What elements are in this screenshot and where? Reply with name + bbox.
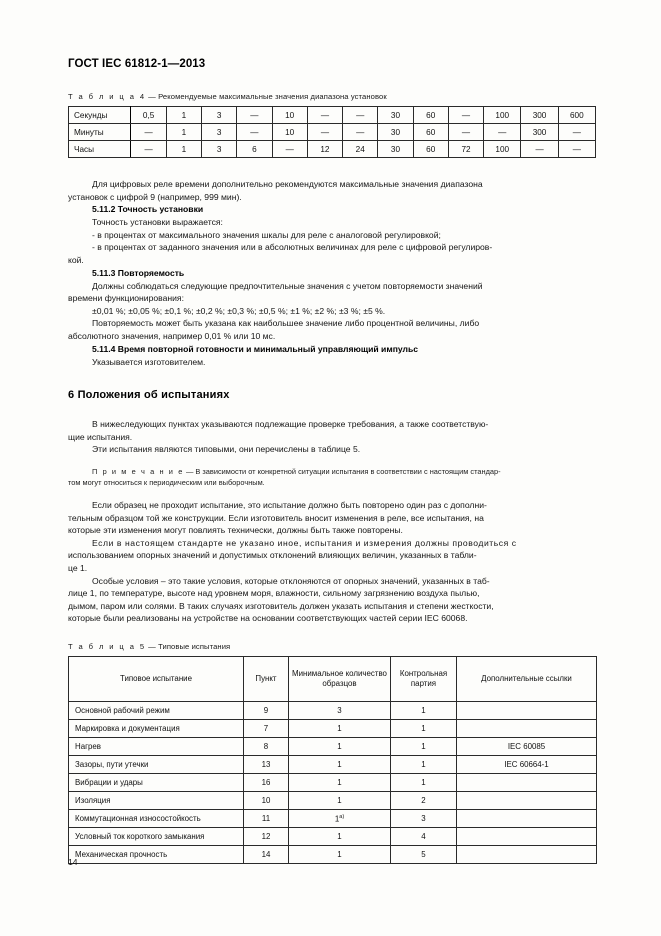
paragraph-special-conditions-line4: которые были реализованы на устройстве на основании соответствующих частей серии IEC 60068. [68,613,468,624]
table4-body [69,107,596,158]
table4-cell: — [307,124,342,141]
table5-cell-batch: 5 [391,846,457,864]
heading-5-11-2: 5.11.2 Точность установки [92,204,204,215]
table5-cell-clause: 11 [244,810,289,828]
paragraph-sample-fail-line3: которые эти изменения могут повлиять технически, должны быть также повторены. [68,525,403,536]
page-content [68,58,596,864]
table5-cell-refs [457,828,597,846]
paragraph-unless-stated-line1: Если в настоящем стандарте не указано иное, испытания и измерения должны проводиться с [92,537,517,548]
table4-cell: — [237,107,272,124]
table5-cell-test: Изоляция [69,792,244,810]
table5-cell-test: Маркировка и документация [69,720,244,738]
table4-caption-label: Т а б л и ц а 4 [68,92,146,101]
table5-cell-test: Основной рабочий режим [69,702,244,720]
note-block-line2: том могут относиться к периодическим или выборочным. [68,477,265,487]
table4-cell: 30 [378,141,413,158]
list-item-analog-regulation: - в процентах от максимального значения шкалы для реле с аналоговой регулировкой; [92,229,441,240]
note-block-line1 [68,467,596,478]
table4-caption-dash: — [145,92,159,101]
table4-cell: 100 [484,107,521,124]
heading-5-11-3: 5.11.3 Повторяемость [92,267,185,278]
table5-cell-min-samples: 1 [289,720,391,738]
table5-caption-label: Т а б л и ц а 5 [68,642,146,652]
table4-cell: — [131,124,166,141]
table-row [69,846,597,864]
table5-cell-refs: IEC 60085 [457,738,597,756]
table-row [69,774,597,792]
table5-cell-refs [457,810,597,828]
table5-cell-batch: 4 [391,828,457,846]
table4-cell: 1 [166,124,201,141]
table5-header-test: Типовое испытание [69,657,244,702]
table4-cell: 100 [484,141,521,158]
table5-cell-test: Условный ток короткого замыкания [69,828,244,846]
table4-cell: 3 [202,141,237,158]
table5-cell-batch: 3 [391,810,457,828]
table5-cell-clause: 14 [244,846,289,864]
table5-header-refs: Дополнительные ссылки [457,657,597,702]
table5-cell-refs [457,792,597,810]
table4-cell: 60 [413,124,448,141]
table4-cell: — [131,141,166,158]
table4-cell: 300 [521,107,558,124]
footnote-marker: a) [339,813,345,820]
paragraph-special-conditions-line2: лице 1, по температуре, высоте над уровнем моря, влажности, сильному загрязнению воздуха пылью, [68,588,480,599]
standard-title: ГОСТ IEC 61812-1—2013 [68,58,206,70]
table5-cell-min-samples: 1$^{a)}$ [289,810,391,828]
table5-header-clause: Пункт [244,657,289,702]
table-row [69,720,597,738]
table4-row-seconds [69,107,596,124]
table5-caption-dash: — [145,642,159,652]
table5-cell-clause: 16 [244,774,289,792]
table5-caption-text: Типовые испытания [158,642,231,652]
table4-cell: — [237,124,272,141]
table5-caption [68,642,596,651]
table4-cell: 0,5 [131,107,166,124]
table-row [69,810,597,828]
table5-cell-refs [457,702,597,720]
table4-row-hours [69,141,596,158]
table4-cell: 60 [413,141,448,158]
table4-cell: 600 [558,107,595,124]
paragraph-following-clauses-line2: щие испытания. [68,431,133,442]
table4-caption [68,92,596,101]
table5-cell-clause: 8 [244,738,289,756]
table5-cell-min-samples: 1 [289,738,391,756]
table5-cell-refs [457,720,597,738]
table5-cell-min-samples: 1 [289,828,391,846]
paragraph-unless-stated-line2: использованием опорных значений и допустимых отклонений влияющих величин, указанных в табли- [68,550,477,561]
paragraph-repeatability-max-line1: Повторяемость может быть указана как наибольшее значение либо процентной величины, либо [92,318,480,329]
table4-caption-text: Рекомендуемые максимальные значения диапазона установок [158,92,387,101]
table4-cell: — [448,124,483,141]
page-number: 14 [68,857,78,867]
table5-cell-batch: 1 [391,720,457,738]
paragraph-repeatability-line2: времени функционирования: [68,293,184,304]
paragraph-repeatability-max-line2: абсолютного значения, например 0,01 % или 10 мс. [68,330,276,341]
table5-cell-refs: IEC 60664-1 [457,756,597,774]
table5-cell-clause: 10 [244,792,289,810]
table4-rowlabel: Секунды [69,107,131,124]
table5-cell-clause: 13 [244,756,289,774]
table4-cell: 1 [166,141,201,158]
table5-cell-clause: 12 [244,828,289,846]
paragraph-type-tests: Эти испытания являются типовыми, они перечислены в таблице 5. [92,444,361,455]
table5-header-row [69,657,597,702]
table4-cell: — [558,141,595,158]
table5-cell-test: Механическая прочность [69,846,244,864]
paragraph-digital-relays-line2: установок с цифрой 9 (например, 999 мин). [68,191,242,202]
table4-cell: 10 [272,107,307,124]
paragraph-unless-stated-line3: це 1. [68,563,88,574]
note-dash: — [183,466,196,476]
table-row [69,738,597,756]
table5-cell-refs [457,774,597,792]
table4-cell: 12 [307,141,342,158]
table5-cell-batch: 2 [391,792,457,810]
table4-cell: 10 [272,124,307,141]
heading-section-6: 6 Положения об испытаниях [68,389,230,402]
table5-cell-test: Зазоры, пути утечки [69,756,244,774]
table4-cell: 30 [378,124,413,141]
table4-cell: 24 [343,141,378,158]
table-row [69,756,597,774]
table5-cell-min-samples: 1 [289,846,391,864]
list-item-digital-regulation: - в процентах от заданного значения или в абсолютных величинах для реле с цифровой регулиров- [92,242,493,253]
table4-cell: — [558,124,595,141]
table5-cell-refs [457,846,597,864]
table-row [69,828,597,846]
table4-cell: — [272,141,307,158]
paragraph-digital-relays-line1: Для цифровых реле времени дополнительно рекомендуются максимальные значения диапазона [92,179,483,189]
table4-cell: — [343,124,378,141]
table4-cell: — [343,107,378,124]
table5-cell-batch: 1 [391,756,457,774]
paragraph-sample-fail-line1: Если образец не проходит испытание, это испытание должно быть повторено один раз с дополни- [92,500,487,511]
table4-cell: 300 [521,124,558,141]
paragraph-special-conditions-line3: дымом, паром или солями. В таких случаях изготовитель должен указать испытания и степени жесткости, [68,600,494,611]
paragraph-special-conditions-line1: Особые условия – это такие условия, которые отклоняются от опорных значений, указанных в таб- [92,575,490,586]
table4-recommended-ranges [68,106,596,158]
table5-cell-clause: 7 [244,720,289,738]
table5-cell-clause: 9 [244,702,289,720]
heading-5-11-4: 5.11.4 Время повторной готовности и минимальный управляющий импульс [92,343,419,354]
table5-cell-min-samples: 1 [289,792,391,810]
table5-cell-test: Коммутационная износостойкость [69,810,244,828]
table5-type-tests [68,656,597,864]
table4-cell: 60 [413,107,448,124]
list-item-digital-regulation-cont: кой. [68,254,84,265]
table5-cell-test: Нагрев [69,738,244,756]
table5-cell-test: Вибрации и удары [69,774,244,792]
table5-cell-batch: 1 [391,738,457,756]
table4-cell: 30 [378,107,413,124]
paragraph-accuracy-intro: Точность установки выражается: [92,217,223,228]
table4-cell: 6 [237,141,272,158]
paragraph-manufacturer: Указывается изготовителем. [92,356,206,367]
table5-cell-min-samples: 3 [289,702,391,720]
table4-row-minutes [69,124,596,141]
paragraph-repeatability-values: ±0,01 %; ±0,05 %; ±0,1 %; ±0,2 %; ±0,3 %; ±0,5 %; ±1 %; ±2 %; ±3 %; ±5 %. [92,305,386,316]
table4-cell: — [448,107,483,124]
table4-cell: 3 [202,107,237,124]
table5-body [69,702,597,864]
table5-cell-batch: 1 [391,774,457,792]
table4-rowlabel: Часы [69,141,131,158]
table4-cell: — [484,124,521,141]
table4-cell: 3 [202,124,237,141]
table4-cell: — [521,141,558,158]
table5-cell-min-samples: 1 [289,774,391,792]
note-text-line1: В зависимости от конкретной ситуации испытания в соответствии с настоящим стандар- [195,466,501,476]
paragraph-sample-fail-line2: тельным образцом той же конструкции. Если изготовитель вносит изменения в реле, все испытания, на [68,512,484,523]
table4-rowlabel: Минуты [69,124,131,141]
table5-head [69,657,597,702]
table4-cell: — [307,107,342,124]
table5-cell-batch: 1 [391,702,457,720]
table4-cell: 72 [448,141,483,158]
table5-header-min-samples: Минимальное количество образцов [289,657,391,702]
paragraph-following-clauses-line1: В нижеследующих пунктах указываются подлежащие проверке требования, а также соответствую- [92,419,489,430]
table4-cell: 1 [166,107,201,124]
paragraph-repeatability-line1: Должны соблюдаться следующие предпочтительные значения с учетом повторяемости значений [92,280,483,291]
table5-cell-min-samples: 1 [289,756,391,774]
table5-header-batch: Контрольная партия [391,657,457,702]
table-row [69,702,597,720]
note-label: П р и м е ч а н и е [92,466,184,476]
table-row [69,792,597,810]
